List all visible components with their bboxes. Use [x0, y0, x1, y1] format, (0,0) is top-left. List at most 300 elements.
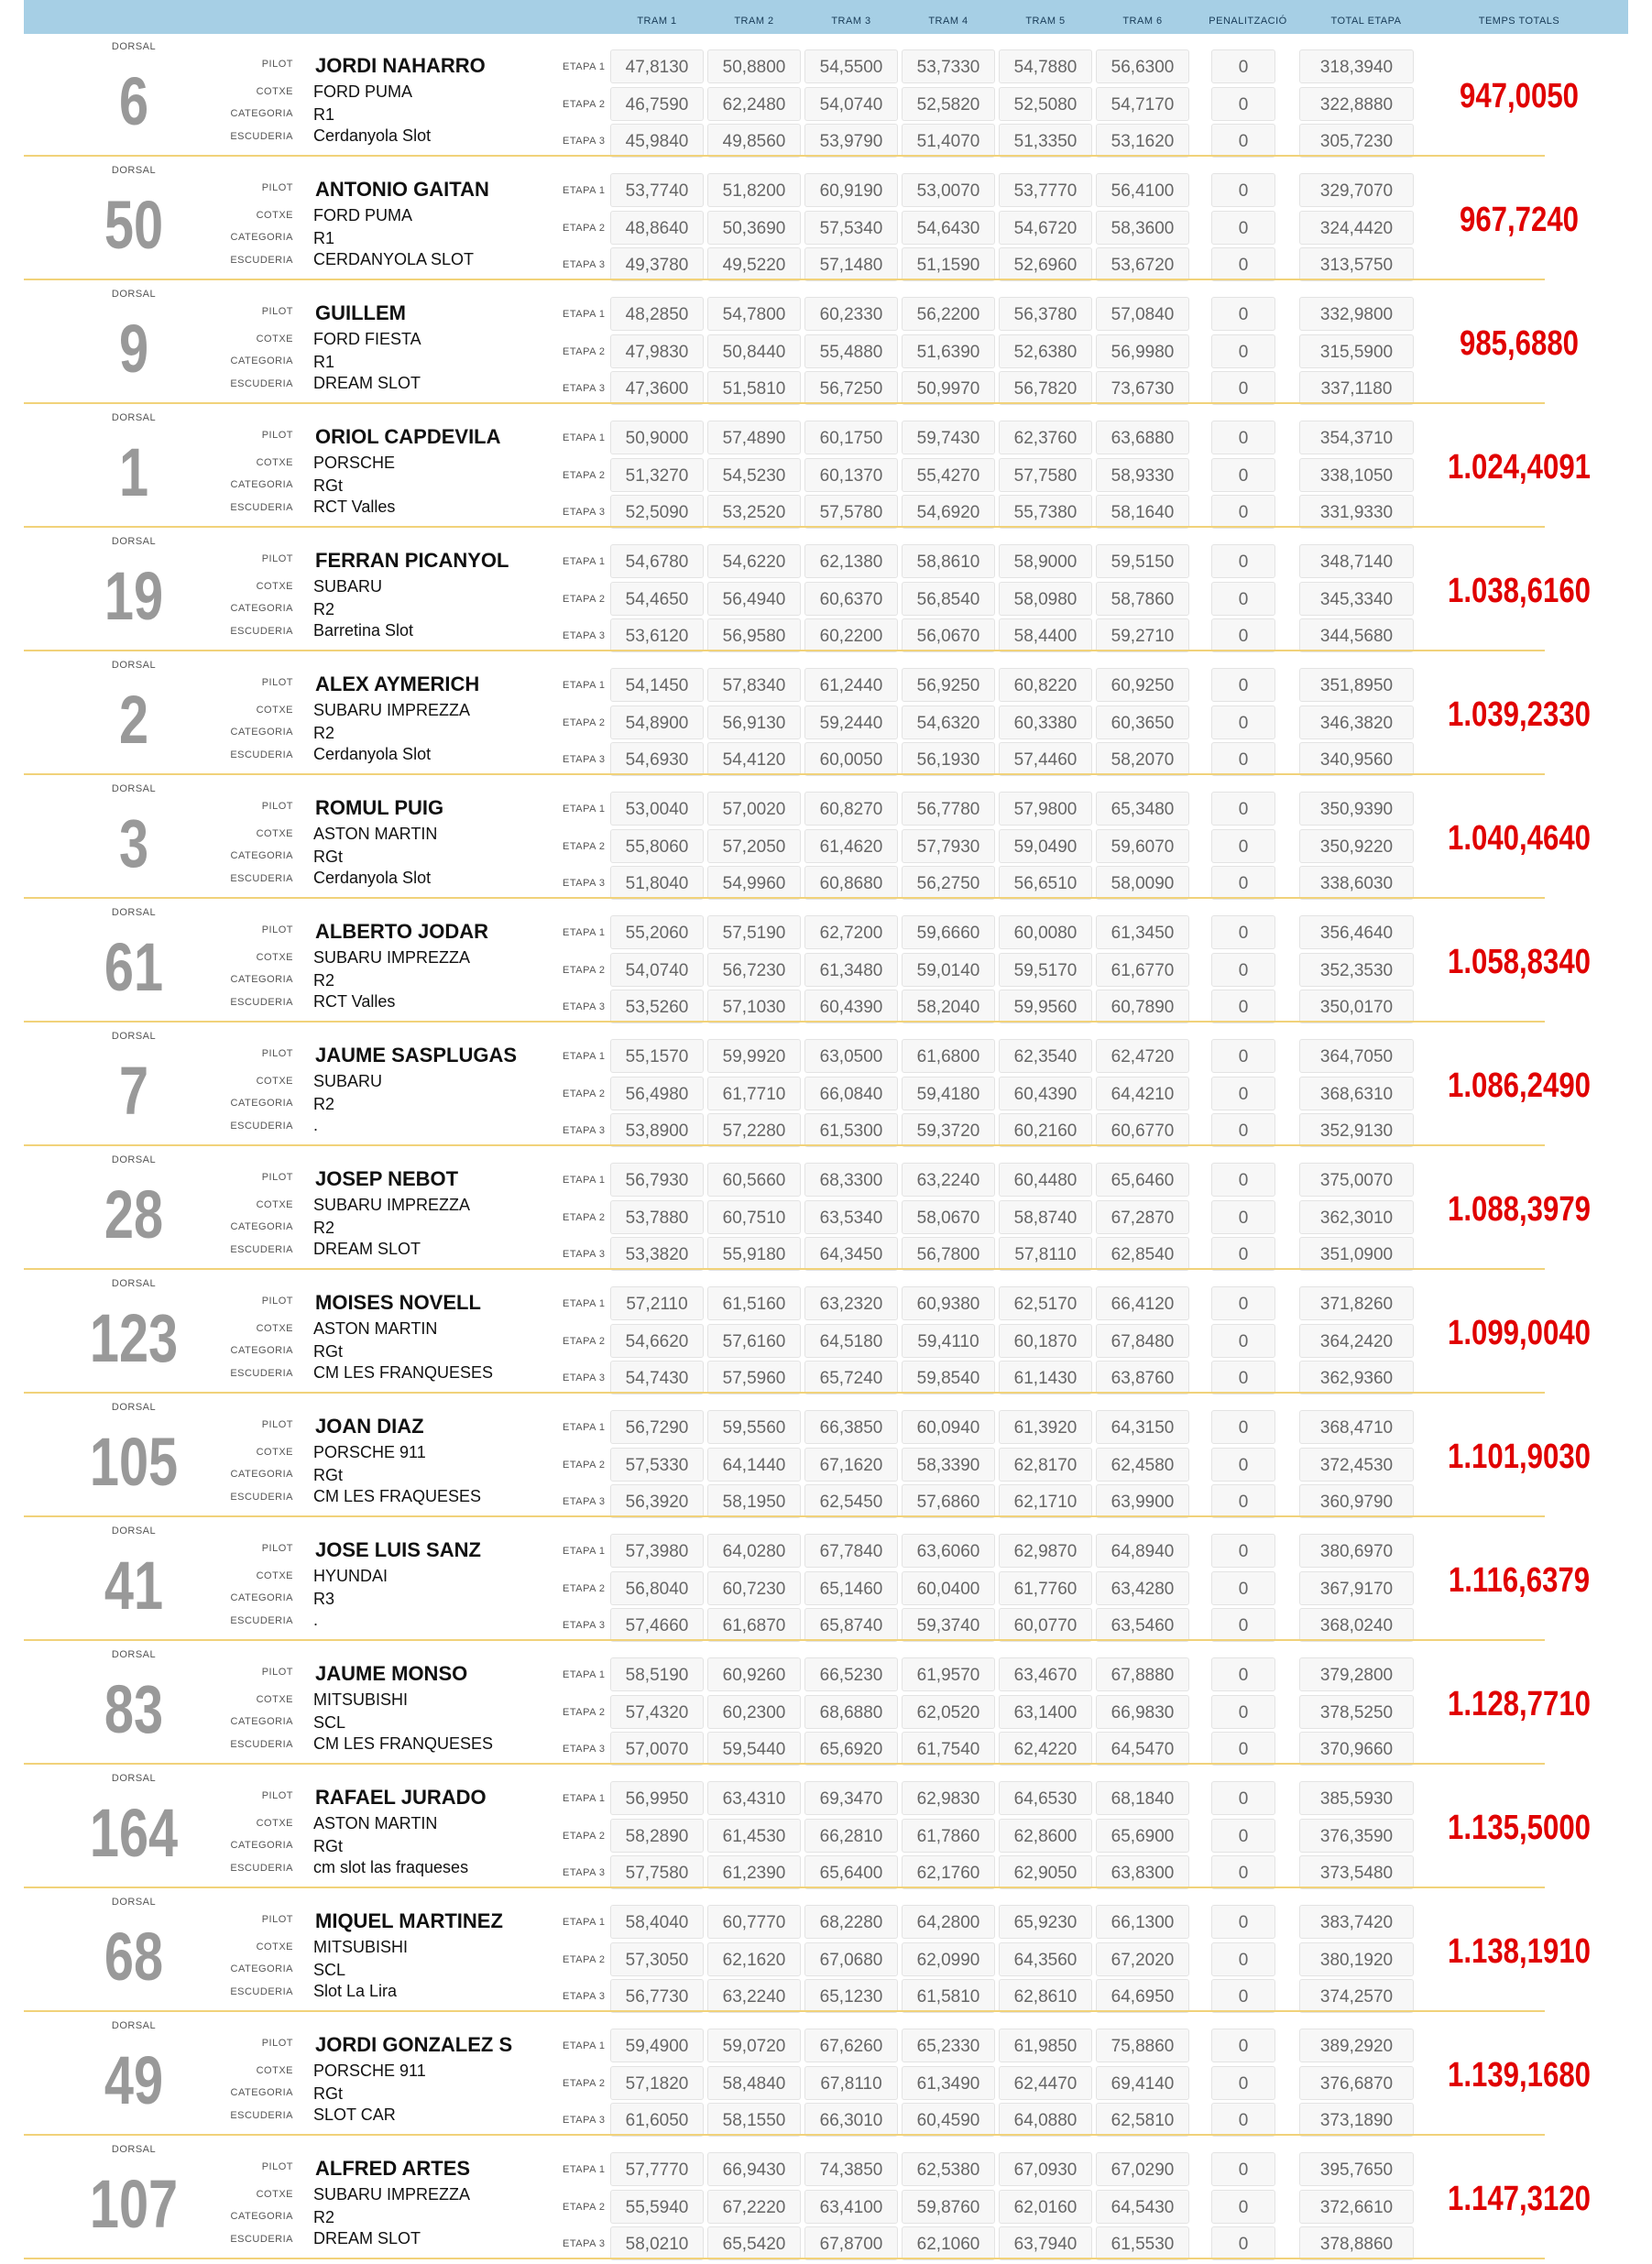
overall-total-time: 985,6880: [1460, 324, 1579, 363]
etapa-label: ETAPA 2: [563, 1460, 606, 1471]
pilot-label: PILOT: [261, 1048, 293, 1059]
escuderia-label: ESCUDERIA: [230, 1739, 293, 1750]
tram-time-cell: 66,3850: [804, 1410, 898, 1444]
tram-time-cell: 67,8880: [1096, 1657, 1189, 1691]
tram-time-cell: 59,0140: [902, 953, 995, 987]
dorsal-label: DORSAL: [111, 412, 157, 423]
tram-time-cell: 56,8040: [610, 1571, 704, 1605]
overall-total-time: 947,0050: [1460, 77, 1579, 115]
tram-time-cell: 60,8270: [804, 792, 898, 826]
penalty-cell: 0: [1211, 1237, 1275, 1271]
tram-time-cell: 53,5260: [610, 990, 704, 1023]
tram-time-cell: 57,5960: [707, 1361, 801, 1394]
tram-time-cell: 52,6380: [999, 334, 1092, 368]
overall-total-time: 1.039,2330: [1448, 695, 1591, 734]
penalty-cell: 0: [1211, 1361, 1275, 1394]
etapa-label: ETAPA 2: [563, 841, 606, 852]
tram-time-cell: 60,5660: [707, 1163, 801, 1197]
entry-separator: [24, 1021, 1545, 1023]
tram-time-cell: 64,3150: [1096, 1410, 1189, 1444]
tram-time-cell: 61,5300: [804, 1113, 898, 1147]
etapa-label: ETAPA 1: [563, 1298, 606, 1309]
tram-time-cell: 62,1760: [902, 1855, 995, 1889]
tram-time-cell: 64,2800: [902, 1905, 995, 1939]
tram-time-cell: 59,2710: [1096, 618, 1189, 652]
escuderia-label: ESCUDERIA: [230, 1986, 293, 1997]
penalty-cell: 0: [1211, 1077, 1275, 1110]
tram-time-cell: 63,4310: [707, 1781, 801, 1815]
dorsal-number: 107: [89, 2166, 179, 2242]
tram-time-cell: 58,8740: [999, 1200, 1092, 1234]
tram-time-cell: 56,6300: [1096, 49, 1189, 83]
stage-total-cell: 378,5250: [1299, 1695, 1414, 1729]
tram-time-cell: 56,9250: [902, 668, 995, 702]
categoria-value: R2: [313, 1219, 335, 1237]
dorsal-label: DORSAL: [111, 2144, 157, 2155]
tram-time-cell: 54,4120: [707, 742, 801, 776]
stage-total-cell: 362,9360: [1299, 1361, 1414, 1394]
tram-time-cell: 56,4100: [1096, 173, 1189, 207]
entry-separator: [24, 1887, 1545, 1888]
cotxe-value: SUBARU: [313, 1072, 383, 1090]
penalty-cell: 0: [1211, 915, 1275, 949]
dorsal-number: 123: [89, 1300, 179, 1376]
tram-time-cell: 75,8860: [1096, 2029, 1189, 2062]
dorsal-label: DORSAL: [111, 289, 157, 300]
dorsal-number: 105: [89, 1424, 179, 1500]
tram-time-cell: 56,3780: [999, 297, 1092, 331]
tram-time-cell: 58,0090: [1096, 866, 1189, 900]
tram-time-cell: 57,5330: [610, 1448, 704, 1482]
penalty-cell: 0: [1211, 247, 1275, 281]
tram-time-cell: 68,1840: [1096, 1781, 1189, 1815]
pilot-name: JORDI GONZALEZ S: [315, 2033, 513, 2056]
dorsal-number: 164: [89, 1795, 179, 1871]
etapa-label: ETAPA 3: [563, 1496, 606, 1507]
tram-time-cell: 57,9800: [999, 792, 1092, 826]
result-entry: [24, 529, 1628, 652]
tram-time-cell: 54,5500: [804, 49, 898, 83]
dorsal-label: DORSAL: [111, 41, 157, 52]
col-tram-3: TRAM 3: [831, 16, 871, 27]
etapa-label: ETAPA 2: [563, 1336, 606, 1347]
dorsal-label: DORSAL: [111, 1649, 157, 1660]
tram-time-cell: 66,4120: [1096, 1286, 1189, 1320]
pilot-label: PILOT: [261, 1914, 293, 1925]
stage-total-cell: 364,2420: [1299, 1324, 1414, 1358]
tram-time-cell: 62,5450: [804, 1484, 898, 1518]
tram-time-cell: 56,9130: [707, 705, 801, 739]
etapa-label: ETAPA 2: [563, 1707, 606, 1718]
stage-total-cell: 372,4530: [1299, 1448, 1414, 1482]
etapa-label: ETAPA 1: [563, 432, 606, 443]
tram-time-cell: 55,2060: [610, 915, 704, 949]
tram-time-cell: 56,4940: [707, 582, 801, 616]
stage-total-cell: 329,7070: [1299, 173, 1414, 207]
cotxe-label: COTXE: [256, 1199, 293, 1210]
tram-time-cell: 60,2330: [804, 297, 898, 331]
escuderia-value: Slot La Lira: [313, 1982, 398, 2000]
penalty-cell: 0: [1211, 990, 1275, 1023]
dorsal-label: DORSAL: [111, 536, 157, 547]
tram-time-cell: 56,7250: [804, 371, 898, 405]
categoria-label: CATEGORIA: [230, 850, 293, 861]
tram-time-cell: 57,2110: [610, 1286, 704, 1320]
tram-time-cell: 54,4650: [610, 582, 704, 616]
stage-total-cell: 354,3710: [1299, 421, 1414, 454]
entry-separator: [24, 773, 1545, 775]
pilot-label: PILOT: [261, 677, 293, 688]
pilot-label: PILOT: [261, 1790, 293, 1801]
stage-total-cell: 338,6030: [1299, 866, 1414, 900]
penalty-cell: 0: [1211, 1324, 1275, 1358]
col-tram-1: TRAM 1: [637, 16, 677, 27]
tram-time-cell: 60,7890: [1096, 990, 1189, 1023]
tram-time-cell: 60,1370: [804, 458, 898, 492]
tram-time-cell: 64,8940: [1096, 1534, 1189, 1568]
stage-total-cell: 378,8860: [1299, 2226, 1414, 2260]
stage-total-cell: 350,9220: [1299, 829, 1414, 863]
tram-time-cell: 61,5810: [902, 1979, 995, 2013]
dorsal-label: DORSAL: [111, 1031, 157, 1042]
tram-time-cell: 61,3450: [1096, 915, 1189, 949]
penalty-cell: 0: [1211, 1608, 1275, 1642]
tram-time-cell: 60,8680: [804, 866, 898, 900]
tram-time-cell: 58,5190: [610, 1657, 704, 1691]
overall-total-time: 1.099,0040: [1448, 1314, 1591, 1352]
tram-time-cell: 62,9830: [902, 1781, 995, 1815]
tram-time-cell: 53,8900: [610, 1113, 704, 1147]
etapa-label: ETAPA 3: [563, 1373, 606, 1384]
tram-time-cell: 65,6400: [804, 1855, 898, 1889]
tram-time-cell: 67,0930: [999, 2152, 1092, 2186]
tram-time-cell: 53,7880: [610, 1200, 704, 1234]
tram-time-cell: 61,7540: [902, 1732, 995, 1766]
stage-total-cell: 373,1890: [1299, 2103, 1414, 2137]
stage-total-cell: 368,4710: [1299, 1410, 1414, 1444]
tram-time-cell: 61,3480: [804, 953, 898, 987]
tram-time-cell: 67,2870: [1096, 1200, 1189, 1234]
tram-time-cell: 62,1060: [902, 2226, 995, 2260]
tram-time-cell: 50,9000: [610, 421, 704, 454]
tram-time-cell: 65,1230: [804, 1979, 898, 2013]
tram-time-cell: 62,7200: [804, 915, 898, 949]
cotxe-value: SUBARU IMPREZZA: [313, 1196, 471, 1214]
entry-separator: [24, 897, 1545, 899]
cotxe-value: MITSUBISHI: [313, 1690, 409, 1709]
etapa-label: ETAPA 2: [563, 717, 606, 728]
stage-total-cell: 352,3530: [1299, 953, 1414, 987]
tram-time-cell: 65,2330: [902, 2029, 995, 2062]
etapa-label: ETAPA 2: [563, 1831, 606, 1842]
tram-time-cell: 68,6880: [804, 1695, 898, 1729]
tram-time-cell: 60,7230: [707, 1571, 801, 1605]
tram-time-cell: 56,7930: [610, 1163, 704, 1197]
tram-time-cell: 59,0720: [707, 2029, 801, 2062]
penalty-cell: 0: [1211, 1942, 1275, 1976]
categoria-label: CATEGORIA: [230, 355, 293, 366]
tram-time-cell: 60,0080: [999, 915, 1092, 949]
tram-time-cell: 58,8610: [902, 544, 995, 578]
stage-total-cell: 337,1180: [1299, 371, 1414, 405]
tram-time-cell: 47,8130: [610, 49, 704, 83]
tram-time-cell: 51,3350: [999, 124, 1092, 158]
tram-time-cell: 53,1620: [1096, 124, 1189, 158]
tram-time-cell: 52,5080: [999, 87, 1092, 121]
pilot-label: PILOT: [261, 1543, 293, 1554]
cotxe-label: COTXE: [256, 334, 293, 345]
etapa-label: ETAPA 1: [563, 2164, 606, 2175]
pilot-name: MOISES NOVELL: [315, 1291, 481, 1314]
col-penalitzacio: PENALITZACIÓ: [1209, 16, 1287, 27]
result-entry: [24, 158, 1628, 281]
result-entry: [24, 1766, 1628, 1889]
dorsal-number: 7: [118, 1053, 149, 1129]
tram-time-cell: 62,1710: [999, 1484, 1092, 1518]
tram-time-cell: 68,3300: [804, 1163, 898, 1197]
tram-time-cell: 59,9560: [999, 990, 1092, 1023]
tram-time-cell: 59,7430: [902, 421, 995, 454]
tram-time-cell: 46,7590: [610, 87, 704, 121]
tram-time-cell: 55,8060: [610, 829, 704, 863]
tram-time-cell: 57,5340: [804, 211, 898, 245]
escuderia-value: DREAM SLOT: [313, 2229, 421, 2248]
dorsal-label: DORSAL: [111, 165, 157, 176]
pilot-name: JAUME SASPLUGAS: [315, 1044, 518, 1066]
tram-time-cell: 61,6800: [902, 1039, 995, 1073]
tram-time-cell: 63,5460: [1096, 1608, 1189, 1642]
penalty-cell: 0: [1211, 334, 1275, 368]
tram-time-cell: 60,7770: [707, 1905, 801, 1939]
etapa-label: ETAPA 2: [563, 1954, 606, 1965]
tram-time-cell: 68,2280: [804, 1905, 898, 1939]
tram-time-cell: 62,8600: [999, 1819, 1092, 1853]
tram-time-cell: 57,8110: [999, 1237, 1092, 1271]
pilot-name: JOSEP NEBOT: [315, 1167, 459, 1190]
penalty-cell: 0: [1211, 87, 1275, 121]
tram-time-cell: 56,0670: [902, 618, 995, 652]
tram-time-cell: 45,9840: [610, 124, 704, 158]
overall-total-time: 1.128,7710: [1448, 1685, 1591, 1723]
categoria-value: R1: [313, 105, 335, 124]
categoria-label: CATEGORIA: [230, 1098, 293, 1109]
stage-total-cell: 348,7140: [1299, 544, 1414, 578]
tram-time-cell: 60,6770: [1096, 1113, 1189, 1147]
tram-time-cell: 66,1300: [1096, 1905, 1189, 1939]
tram-time-cell: 53,6120: [610, 618, 704, 652]
categoria-value: RGt: [313, 476, 344, 495]
tram-time-cell: 60,9380: [902, 1286, 995, 1320]
etapa-label: ETAPA 2: [563, 1583, 606, 1594]
overall-total-time: 1.040,4640: [1448, 819, 1591, 858]
entry-separator: [24, 1392, 1545, 1394]
cotxe-label: COTXE: [256, 457, 293, 468]
tram-time-cell: 59,9920: [707, 1039, 801, 1073]
dorsal-label: DORSAL: [111, 907, 157, 918]
tram-time-cell: 55,1570: [610, 1039, 704, 1073]
stage-total-cell: 352,9130: [1299, 1113, 1414, 1147]
tram-time-cell: 67,8110: [804, 2066, 898, 2100]
tram-time-cell: 55,9180: [707, 1237, 801, 1271]
penalty-cell: 0: [1211, 1410, 1275, 1444]
cotxe-label: COTXE: [256, 1447, 293, 1458]
tram-time-cell: 64,0280: [707, 1534, 801, 1568]
tram-time-cell: 63,6060: [902, 1534, 995, 1568]
etapa-label: ETAPA 2: [563, 2202, 606, 2213]
escuderia-value: CM LES FRANQUESES: [313, 1734, 494, 1753]
result-entry: [24, 900, 1628, 1023]
dorsal-number: 9: [118, 311, 149, 387]
tram-time-cell: 59,5150: [1096, 544, 1189, 578]
dorsal-number: 41: [104, 1548, 164, 1624]
categoria-label: CATEGORIA: [230, 2087, 293, 2098]
penalty-cell: 0: [1211, 371, 1275, 405]
penalty-cell: 0: [1211, 124, 1275, 158]
tram-time-cell: 52,5090: [610, 495, 704, 529]
tram-time-cell: 62,9870: [999, 1534, 1092, 1568]
escuderia-label: ESCUDERIA: [230, 873, 293, 884]
etapa-label: ETAPA 3: [563, 1249, 606, 1260]
stage-total-cell: 324,4420: [1299, 211, 1414, 245]
stage-total-cell: 380,6970: [1299, 1534, 1414, 1568]
tram-time-cell: 62,4580: [1096, 1448, 1189, 1482]
overall-total-time: 1.139,1680: [1448, 2056, 1591, 2094]
penalty-cell: 0: [1211, 829, 1275, 863]
tram-time-cell: 64,3560: [999, 1942, 1092, 1976]
etapa-label: ETAPA 1: [563, 1546, 606, 1557]
tram-time-cell: 58,4040: [610, 1905, 704, 1939]
tram-time-cell: 50,9970: [902, 371, 995, 405]
stage-total-cell: 351,8950: [1299, 668, 1414, 702]
tram-time-cell: 54,1450: [610, 668, 704, 702]
dorsal-label: DORSAL: [111, 660, 157, 671]
tram-time-cell: 54,6220: [707, 544, 801, 578]
cotxe-label: COTXE: [256, 210, 293, 221]
tram-time-cell: 59,3740: [902, 1608, 995, 1642]
tram-time-cell: 65,6920: [804, 1732, 898, 1766]
pilot-name: ROMUL PUIG: [315, 796, 444, 819]
result-entry: [24, 1889, 1628, 2013]
escuderia-value: Cerdanyola Slot: [313, 126, 432, 145]
categoria-label: CATEGORIA: [230, 603, 293, 614]
cotxe-label: COTXE: [256, 952, 293, 963]
tram-time-cell: 58,0670: [902, 1200, 995, 1234]
tram-time-cell: 58,3390: [902, 1448, 995, 1482]
etapa-label: ETAPA 1: [563, 1175, 606, 1186]
stage-total-cell: 367,9170: [1299, 1571, 1414, 1605]
tram-time-cell: 57,7580: [610, 1855, 704, 1889]
penalty-cell: 0: [1211, 1979, 1275, 2013]
tram-time-cell: 63,1400: [999, 1695, 1092, 1729]
tram-time-cell: 56,9980: [1096, 334, 1189, 368]
categoria-value: R2: [313, 1095, 335, 1113]
tram-time-cell: 59,5440: [707, 1732, 801, 1766]
categoria-value: R2: [313, 2208, 335, 2226]
tram-time-cell: 60,4590: [902, 2103, 995, 2137]
tram-time-cell: 58,1550: [707, 2103, 801, 2137]
tram-time-cell: 62,5170: [999, 1286, 1092, 1320]
etapa-label: ETAPA 2: [563, 223, 606, 234]
etapa-label: ETAPA 3: [563, 136, 606, 147]
tram-time-cell: 61,6050: [610, 2103, 704, 2137]
tram-time-cell: 47,3600: [610, 371, 704, 405]
tram-time-cell: 58,2040: [902, 990, 995, 1023]
tram-time-cell: 59,2440: [804, 705, 898, 739]
tram-time-cell: 60,2160: [999, 1113, 1092, 1147]
dorsal-label: DORSAL: [111, 2020, 157, 2031]
entry-separator: [24, 2134, 1545, 2136]
pilot-label: PILOT: [261, 2038, 293, 2049]
tram-time-cell: 59,0490: [999, 829, 1092, 863]
etapa-label: ETAPA 2: [563, 470, 606, 481]
cotxe-label: COTXE: [256, 1076, 293, 1087]
tram-time-cell: 65,7240: [804, 1361, 898, 1394]
etapa-label: ETAPA 1: [563, 61, 606, 72]
dorsal-label: DORSAL: [111, 1773, 157, 1784]
cotxe-label: COTXE: [256, 1941, 293, 1952]
tram-time-cell: 62,0990: [902, 1942, 995, 1976]
tram-time-cell: 54,7430: [610, 1361, 704, 1394]
tram-time-cell: 67,1620: [804, 1448, 898, 1482]
tram-time-cell: 58,2070: [1096, 742, 1189, 776]
tram-time-cell: 51,5810: [707, 371, 801, 405]
categoria-value: R3: [313, 1590, 335, 1608]
tram-time-cell: 52,5820: [902, 87, 995, 121]
penalty-cell: 0: [1211, 1484, 1275, 1518]
stage-total-cell: 351,0900: [1299, 1237, 1414, 1271]
tram-time-cell: 53,2520: [707, 495, 801, 529]
overall-total-time: 1.101,9030: [1448, 1438, 1591, 1476]
result-entry: [24, 1147, 1628, 1271]
pilot-name: ALFRED ARTES: [315, 2157, 471, 2180]
entry-separator: [24, 650, 1545, 651]
categoria-value: R1: [313, 353, 335, 371]
pilot-label: PILOT: [261, 1172, 293, 1183]
penalty-cell: 0: [1211, 582, 1275, 616]
etapa-label: ETAPA 1: [563, 2040, 606, 2051]
tram-time-cell: 58,9330: [1096, 458, 1189, 492]
tram-time-cell: 48,8640: [610, 211, 704, 245]
tram-time-cell: 61,9850: [999, 2029, 1092, 2062]
stage-total-cell: 315,5900: [1299, 334, 1414, 368]
etapa-label: ETAPA 1: [563, 309, 606, 320]
stage-total-cell: 372,6610: [1299, 2190, 1414, 2224]
tram-time-cell: 65,6900: [1096, 1819, 1189, 1853]
result-entry: [24, 281, 1628, 405]
tram-time-cell: 65,3480: [1096, 792, 1189, 826]
pilot-name: FERRAN PICANYOL: [315, 549, 509, 572]
escuderia-value: Cerdanyola Slot: [313, 869, 432, 887]
stage-total-cell: 374,2570: [1299, 1979, 1414, 2013]
dorsal-number: 19: [104, 558, 164, 634]
dorsal-label: DORSAL: [111, 1154, 157, 1165]
pilot-label: PILOT: [261, 801, 293, 812]
escuderia-value: RCT Valles: [313, 498, 396, 516]
pilot-label: PILOT: [261, 553, 293, 564]
tram-time-cell: 54,8900: [610, 705, 704, 739]
penalty-cell: 0: [1211, 458, 1275, 492]
escuderia-value: RCT Valles: [313, 992, 396, 1011]
etapa-label: ETAPA 3: [563, 259, 606, 270]
cotxe-value: PORSCHE: [313, 454, 396, 472]
tram-time-cell: 62,4220: [999, 1732, 1092, 1766]
overall-total-time: 1.038,6160: [1448, 572, 1591, 610]
pilot-label: PILOT: [261, 182, 293, 193]
tram-time-cell: 53,6720: [1096, 247, 1189, 281]
tram-time-cell: 69,4140: [1096, 2066, 1189, 2100]
penalty-cell: 0: [1211, 2066, 1275, 2100]
tram-time-cell: 59,6660: [902, 915, 995, 949]
